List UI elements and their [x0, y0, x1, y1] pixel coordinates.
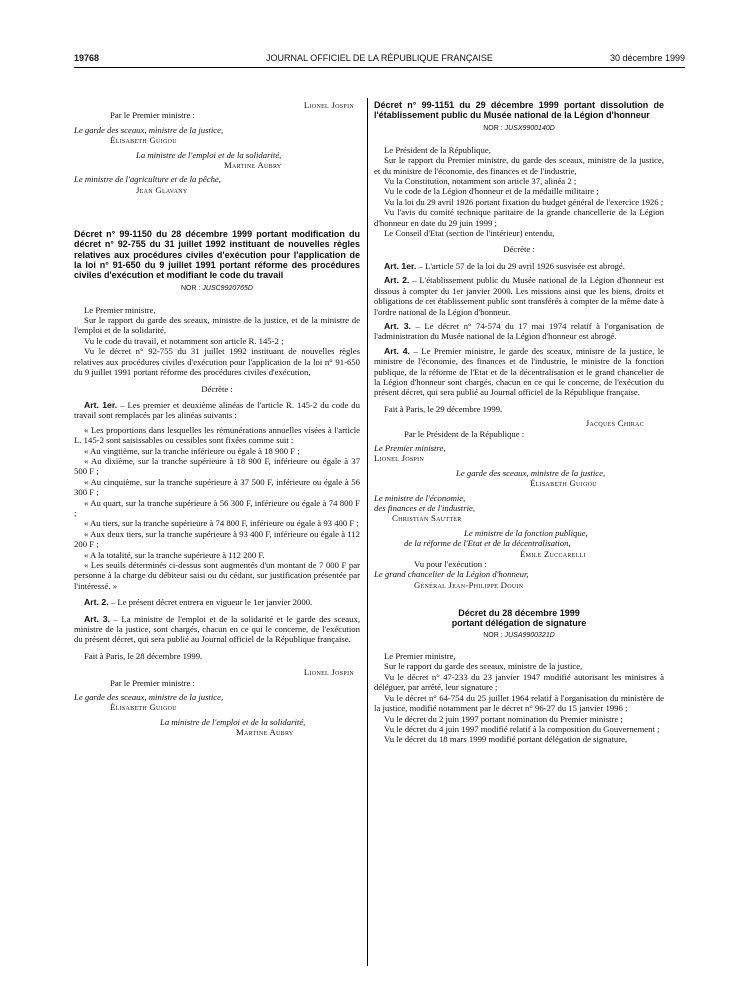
- signatory-role: Le grand chancelier de la Légion d'honneur,: [374, 569, 529, 580]
- quote-line: « Au vingtième, sur la tranche inférieure ou égale à 18 900 F ;: [84, 445, 300, 456]
- signatory-name: Lionel Jospin: [303, 667, 354, 678]
- signatory-role: de la réforme de l'Etat et de la décentralisation,: [404, 538, 571, 549]
- nor-code: JUSA9900321D: [504, 631, 555, 639]
- paragraph: Vu l'avis du comité technique paritaire de la grande chancellerie de la Légion d'honneur en date du 29 juin 1999 ;: [374, 207, 664, 228]
- signatory-name: Élisabeth Guigou: [530, 478, 597, 489]
- signatory-role: Le ministre de la fonction publique,: [464, 527, 588, 538]
- signatory-name: Jacques Chirac: [585, 418, 644, 429]
- header-rule: [74, 67, 685, 68]
- article-label: Art. 1er.: [84, 399, 118, 410]
- article-label: Art. 3.: [84, 613, 110, 624]
- vu-pour-execution: Vu pour l'exécution :: [414, 559, 487, 570]
- article-text: Les premier et deuxième alinéas de l'article R. 145-2 du code du travail sont remplacés par les alinéas suivants :: [74, 399, 360, 421]
- signatory-name: Élisabeth Guigou: [110, 135, 177, 146]
- paragraph: Vu la Constitution, notamment son article 37, alinéa 2 ;: [384, 176, 577, 187]
- signatory-name: Lionel Jospin: [374, 453, 425, 464]
- quote-line: « Au tiers, sur la tranche supérieure à 74 800 F, inférieure ou égale à 93 400 F ;: [84, 518, 359, 529]
- nor-reference: [374, 631, 664, 641]
- decree-title: Décret n° 99-1151 du 29 décembre 1999 portant dissolution de l'établissement public du Musée national de la Légion d'honneur: [374, 100, 664, 121]
- signatory-name: Émile Zuccarelli: [520, 548, 586, 559]
- article-1: Art. 1er. – Les premier et deuxième alinéas de l'article R. 145-2 du code du travail sont remplacés par les alinéas suivants :: [74, 399, 360, 421]
- nor-reference: [74, 284, 360, 294]
- paragraph: Vu le décret du 4 juin 1997 modifié relatif à la composition du Gouvernement ;: [384, 723, 660, 734]
- paragraph: Sur le rapport du Premier ministre, du garde des sceaux, ministre de la justice, et du ministre de l'économie, des finances et de l'industrie,: [374, 155, 664, 176]
- paragraph: Le Premier ministre,: [84, 304, 156, 315]
- left-column: [74, 100, 360, 738]
- nor-code: JUSX9900140D: [504, 125, 555, 133]
- signature-par: Par le Premier ministre :: [110, 110, 195, 121]
- signatory-role: Le ministre de l'agriculture et de la pêche,: [74, 174, 221, 185]
- article-text: L'établissement public du Musée national de la Légion d'honneur est dissous à compter du 1er janvier 2000. Les missions ainsi que les biens, droits et obligations de cet établissement public sont transférés à compter de la même date à l'ordre national de la Légion d'honneur.: [374, 275, 665, 317]
- paragraph: Vu le décret du 18 mars 1999 modifié portant délégation de signature,: [384, 734, 628, 745]
- article-1: Art. 1er. – L'article 57 de la loi du 29 avril 1926 susvisée est abrogé.: [384, 260, 625, 271]
- paragraph: Le Conseil d'Etat (section de l'intérieur) entendu,: [384, 228, 555, 239]
- article-label: Art. 4.: [384, 345, 410, 356]
- signatory-name: Jean Glavany: [136, 184, 188, 195]
- article-text: La ministre de l'emploi et de la solidarité et le garde des sceaux, ministre de la justice, sont chargés, chacun en ce qui le concerne, de l'exécution du présent décret, qui sera publié au Journal officiel de la République française.: [74, 613, 360, 645]
- signatory-name: Lionel Jospin: [303, 100, 354, 110]
- paragraph: Vu le décret n° 92-755 du 31 juillet 1992 instituant de nouvelles règles relatives aux procédures civiles d'exécution pour l'application de la loi n° 91-650 du 9 juillet 1991 portant réforme des procédures civiles d'exécution,: [74, 346, 360, 378]
- nor-reference: [374, 124, 664, 134]
- signatory-role: Le garde des sceaux, ministre de la justice,: [456, 467, 606, 478]
- article-text: Le décret n° 74-574 du 17 mai 1974 relatif à l'organisation de l'administration du Musée national de la Légion d'honneur est abrogé.: [374, 320, 664, 342]
- signatory-name: Christian Sautter: [392, 513, 462, 524]
- article-2: Art. 2. – L'établissement public du Musée national de la Légion d'honneur est dissous à compter du 1er janvier 2000. Les missions ainsi que les biens, droits et obligations de cet établissement public sont transférés à compter de la même date à l'ordre national de la Légion d'honneur.: [374, 275, 665, 317]
- signatory-name: Martine Aubry: [236, 727, 294, 738]
- paragraph: Vu le décret n° 47-233 du 23 janvier 1947 modifié autorisant les ministres à déléguer, par arrêté, leur signature ;: [374, 671, 664, 693]
- fait-a-paris: Fait à Paris, le 29 décembre 1999.: [384, 403, 503, 414]
- paragraph: Vu la loi du 29 avril 1926 portant fixation du budget général de l'exercice 1926 ;: [384, 196, 664, 207]
- decree-99-1150: [74, 229, 360, 737]
- article-text: L'article 57 de la loi du 29 avril 1926 susvisée est abrogé.: [425, 260, 625, 271]
- page-header: [74, 53, 685, 67]
- quote-line: « Au cinquième, sur la tranche supérieure à 37 500 F, inférieure ou égale à 56 300 F ;: [74, 476, 360, 498]
- decrete: Décrète :: [503, 244, 535, 255]
- column-divider: [367, 98, 368, 966]
- article-text: Le Premier ministre, le garde des sceaux, ministre de la justice, le ministre de l'économie, des finances et de l'industrie, le ministre de la fonction publique, de la réforme de l'Etat et de la décentralisation et le grand chancelier de la Légion d'honneur sont chargés, chacun en ce qui le concerne, de l'exécution du présent décret, qui sera publié au Journal officiel de la République française.: [374, 345, 665, 398]
- article-2: Art. 2. – Le présent décret entrera en vigueur le 1er janvier 2000.: [84, 597, 313, 608]
- paragraph: Sur le rapport du garde des sceaux, ministre de la justice,: [384, 661, 583, 672]
- signatory-name: Martine Aubry: [224, 160, 282, 171]
- signatory-role: Le garde des sceaux, ministre de la justice,: [74, 692, 224, 703]
- article-4: Art. 4. – Le Premier ministre, le garde des sceaux, ministre de la justice, le ministre de l'économie, des finances et de l'industrie, le ministre de la fonction publique, de la réforme de l'Etat et de la décentralisation et le grand chancelier de la Légion d'honneur sont chargés, chacun en ce qui le concerne, de l'exécution du présent décret, qui sera publié au Journal officiel de la République française.: [374, 345, 665, 398]
- right-column: [374, 100, 664, 745]
- quote-line: « Les proportions dans lesquelles les rémunérations annuelles visées à l'article L. 145-2 sont saisissables ou cessibles sont fixées comme suit :: [74, 424, 360, 446]
- decree-title: Décret n° 99-1150 du 28 décembre 1999 portant modification du décret n° 92-755 du 31 juillet 1992 instituant de nouvelles règles relatives aux procédures civiles d'exécution pour l'application de la loi n° 91-650 du 9 juillet 1991 portant réforme des procédures civiles d'exécution et modifiant le code du travail: [74, 229, 360, 281]
- page-number: 19768: [74, 53, 100, 63]
- journal-title: JOURNAL OFFICIEL DE LA RÉPUBLIQUE FRANÇAISE: [266, 53, 493, 63]
- signatory-role: Le Premier ministre,: [374, 442, 446, 453]
- signature-par: Par le Premier ministre :: [110, 677, 195, 688]
- signature-par: Par le Président de la République :: [404, 428, 525, 439]
- paragraph: Vu le code de la Légion d'honneur et de la médaille militaire ;: [384, 186, 599, 197]
- paragraph: Sur le rapport du garde des sceaux, ministre de la justice, et de la ministre de l'emploi et de la solidarité,: [74, 315, 360, 336]
- article-3: Art. 3. – Le décret n° 74-574 du 17 mai 1974 relatif à l'organisation de l'administration du Musée national de la Légion d'honneur est abrogé.: [374, 320, 664, 342]
- paragraph: Le Premier ministre,: [384, 651, 456, 662]
- paragraph: Vu le décret n° 64-754 du 25 juillet 1964 relatif à l'organisation du ministère de la justice, modifié notamment par le décret n° 96-27 du 15 janvier 1996 ;: [374, 692, 664, 714]
- nor-label: NOR :: [483, 631, 503, 639]
- nor-label: NOR :: [483, 125, 503, 133]
- article-label: Art. 2.: [84, 597, 109, 608]
- decrete: Décrète :: [201, 383, 233, 394]
- signatory-role: La ministre de l'emploi et de la solidarité,: [160, 716, 306, 727]
- nor-label: NOR :: [181, 285, 201, 293]
- decree-99-1151: [374, 100, 664, 590]
- decree-delegation-signature: [374, 608, 664, 744]
- article-label: Art. 2.: [384, 275, 410, 286]
- decree-title-line-1: Décret du 28 décembre 1999: [458, 608, 580, 619]
- issue-date: 30 décembre 1999: [609, 53, 685, 63]
- signatory-role: des finances et de l'industrie,: [374, 503, 476, 513]
- signatory-name: Général Jean-Philippe Douin: [414, 579, 524, 590]
- article-3: Art. 3. – La ministre de l'emploi et de la solidarité et le garde des sceaux, ministre de la justice, sont chargés, chacun en ce qui le concerne, de l'exécution du présent décret, qui sera publié au Journal officiel de la République française.: [74, 613, 360, 645]
- quote-line: « Au quart, sur la tranche supérieure à 56 300 F, inférieure ou égale à 74 800 F ;: [74, 497, 360, 518]
- article-label: Art. 1er.: [384, 260, 417, 271]
- article-label: Art. 3.: [384, 320, 411, 331]
- signatory-role: Le garde des sceaux, ministre de la justice,: [74, 124, 224, 135]
- fait-a-paris: Fait à Paris, le 28 décembre 1999.: [84, 650, 203, 661]
- signatory-name: Élisabeth Guigou: [110, 702, 177, 713]
- nor-code: JUSC9920765D: [202, 285, 253, 293]
- signature-block-1: [74, 100, 360, 195]
- paragraph: Vu le code du travail, et notamment son article R. 145-2 ;: [84, 335, 284, 346]
- signatory-role: La ministre de l'emploi et de la solidarité,: [136, 149, 282, 160]
- decree-title-line-2: portant délégation de signature: [451, 618, 587, 629]
- quote-line: « Au dixième, sur la tranche supérieure à 18 900 F, inférieure ou égale à 37 500 F ;: [74, 455, 360, 477]
- paragraph: Vu le décret du 2 juin 1997 portant nomination du Premier ministre ;: [384, 713, 623, 724]
- signatory-role: Le ministre de l'économie,: [374, 492, 466, 503]
- quote-line: « Aux deux tiers, sur la tranche supérieure à 93 400 F, inférieure ou égale à 112 200 F ;: [74, 528, 360, 550]
- paragraph: Le Président de la République,: [384, 144, 491, 155]
- quote-line: « A la totalité, sur la tranche supérieure à 112 200 F.: [84, 549, 265, 560]
- quote-line: « Les seuils déterminés ci-dessus sont augmentés d'un montant de 7 000 F par personne à la charge du débiteur saisi ou du cédant, sur justification présentée par l'intéressé. »: [74, 560, 360, 591]
- article-text: Le présent décret entrera en vigueur le 1er janvier 2000.: [117, 597, 313, 608]
